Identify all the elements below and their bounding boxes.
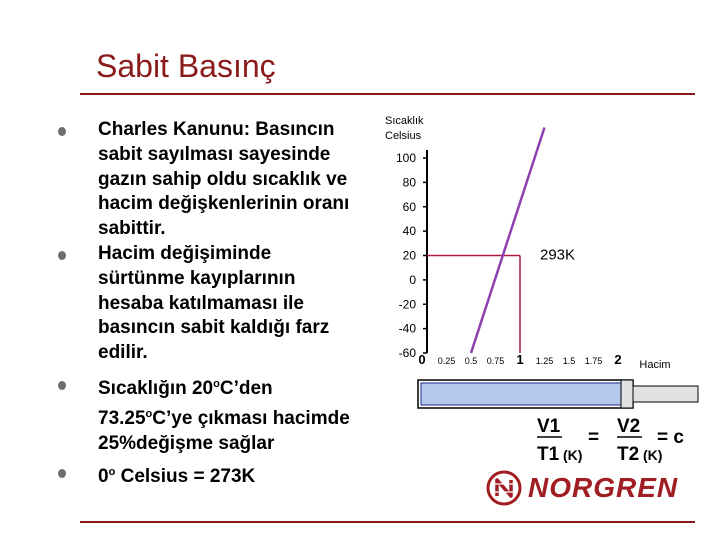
y-tick-label: -40 (398, 321, 416, 336)
x-tick-label: 0.25 (437, 356, 456, 366)
bullet-text: 0 (98, 466, 109, 488)
norgren-emblem-icon (486, 470, 522, 506)
y-tick-label: 20 (402, 248, 416, 263)
annotation-293k: 293K (540, 246, 576, 264)
degree-superscript: o (145, 407, 153, 420)
x-tick-label: 1.75 (584, 356, 603, 366)
x-tick-label: 1.5 (562, 356, 576, 366)
x-tick-label: 1 (516, 352, 524, 367)
y-axis-label: Celsius (385, 130, 422, 142)
x-tick-label: 0.75 (486, 356, 505, 366)
y-tick-label: -20 (398, 297, 416, 312)
temperature-volume-line (471, 128, 545, 353)
x-tick-label: 2 (614, 352, 622, 367)
norgren-logo (486, 470, 678, 506)
formula-k1: (K) (563, 447, 583, 463)
y-tick-label: 80 (402, 175, 416, 190)
gas-volume (421, 383, 621, 405)
bullet-text: C’den 73.25 (98, 377, 273, 429)
formula-k2: (K) (643, 447, 663, 463)
piston-head (621, 380, 633, 408)
bullet-text: Hacim değişiminde sürtünme kayıplarının hesaba katılmaması ile basıncın sabit kaldığı farz edilir. (98, 242, 330, 364)
bullet-text: C’ye çıkması hacimde 25%değişme sağlar (98, 407, 350, 454)
formula-t2: T2 (617, 444, 640, 465)
x-tick-label: 0 (418, 352, 426, 367)
degree-superscript: o (108, 466, 116, 479)
y-tick-label: 40 (402, 224, 416, 239)
x-axis-label: Hacim (639, 359, 671, 371)
y-tick-label: 100 (395, 151, 416, 165)
x-tick-label: 1.25 (535, 356, 554, 366)
bullet-text: Charles Kanunu: Basıncın sabit sayılması sayesinde gazın sahip oldu sıcaklık ve hacim değişkenlerinin oranı sabittir. (98, 119, 350, 240)
formula-v2: V2 (617, 416, 641, 437)
formula-constant: = c (657, 427, 684, 448)
x-tick-label: 0.5 (464, 356, 478, 366)
formula-equals: = (588, 427, 600, 448)
formula (537, 416, 684, 465)
bullet-text: Sıcaklığın 20 (98, 377, 214, 399)
slide-title: Sabit Basınç (96, 48, 276, 84)
piston-cylinder-diagram (418, 380, 698, 408)
y-tick-label: 0 (409, 272, 416, 287)
degree-superscript: o (213, 377, 220, 390)
y-tick-label: 60 (402, 199, 416, 214)
y-axis-label: Sıcaklık (385, 115, 424, 127)
y-tick-label: -60 (398, 346, 416, 360)
formula-t1: T1 (537, 444, 560, 465)
formula-v1: V1 (537, 416, 561, 437)
piston-rod (633, 386, 698, 402)
bullet-text: Celsius = 273K (115, 466, 256, 488)
norgren-wordmark: NORGREN (528, 472, 679, 503)
